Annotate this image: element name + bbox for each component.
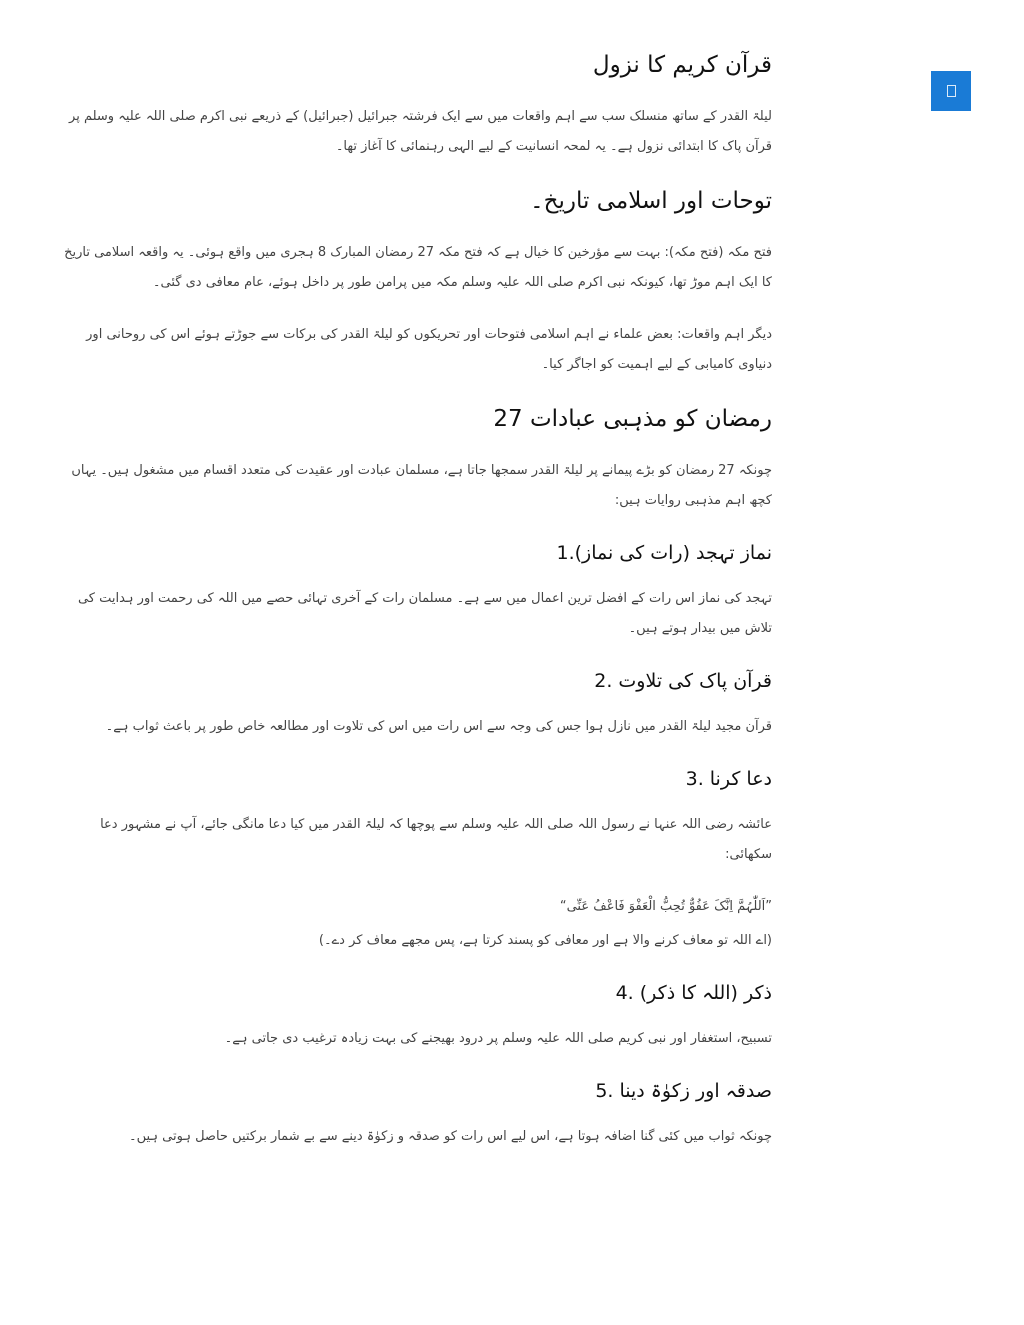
heading-religious-practices: رمضان کو مذہبی عبادات 27	[493, 406, 772, 432]
paragraph-tahajjud: تہجد کی نماز اس رات کے افضل ترین اعمال میں سے ہے۔ مسلمان رات کے آخری تہائی حصے میں اللہ کی رحمت اور ہدایت کی تلاش میں بیدار ہوتے ہیں۔	[77, 591, 772, 636]
paragraph-other-events: دیگر اہم واقعات: بعض علماء نے اہم اسلامی فتوحات اور تحریکوں کو لیلۃ القدر کی برکات سے جوڑتے ہوئے اس کی روحانی اور دنیاوی کامیابی کے لیے اہمیت کو اجاگر کیا۔	[86, 327, 772, 372]
paragraph-dua-intro: عائشہ رضی اللہ عنہا نے رسول اللہ صلی اللہ علیہ وسلم سے پوچھا کہ لیلۃ القدر میں کیا دعا مانگی جائے، آپ نے مشہور دعا سکھائی:	[100, 817, 772, 862]
heading-quran-revelation: قرآن کریم کا نزول	[592, 52, 772, 78]
paragraph-quran-revelation: لیلۃ القدر کے ساتھ منسلک سب سے اہم واقعات میں سے ایک فرشتہ جبرائیل (جبرائیل) کے ذریعے نبی اکرم صلی اللہ علیہ وسلم پر قرآن پاک کا ابتدائی نزول ہے۔ یہ لمحہ انسانیت کے لیے الہی رہنمائی کا آغاز تھا۔	[69, 109, 772, 154]
subheading-dua: دعا کرنا .3	[685, 768, 772, 790]
side-menu-button[interactable]	[931, 71, 971, 111]
paragraph-dhikr: تسبیح، استغفار اور نبی کریم صلی اللہ علیہ وسلم پر درود بھیجنے کی بہت زیادہ ترغیب دی جاتی ہے۔	[224, 1031, 772, 1046]
paragraph-conquest-of-makkah: فتح مکہ (فتح مکہ): بہت سے مؤرخین کا خیال ہے کہ فتح مکہ 27 رمضان المبارک 8 ہجری میں واقع ہوئی۔ یہ واقعہ اسلامی تاریخ کا ایک اہم موڑ تھا، کیونکہ نبی اکرم صلی اللہ علیہ وسلم مکہ میں پرامن طور پر داخل ہوئے، عام معافی دی گئی۔	[64, 245, 772, 290]
dua-arabic-text: ”اَللّٰہُمَّ اِنَّکَ عَفُوٌّ تُحِبُّ الْعَفْوَ فَاعْفُ عَنِّی“	[559, 899, 772, 914]
subheading-quran-recitation: قرآن پاک کی تلاوت .2	[594, 670, 772, 692]
paragraph-quran-recitation: قرآن مجید لیلۃ القدر میں نازل ہوا جس کی وجہ سے اس رات میں اس کی تلاوت اور مطالعہ خاص طور پر باعث ثواب ہے۔	[105, 719, 772, 734]
subheading-tahajjud: نماز تہجد (رات کی نماز).1	[556, 542, 772, 564]
paragraph-religious-practices-intro: چونکہ 27 رمضان کو بڑے پیمانے پر لیلۃ القدر سمجھا جاتا ہے، مسلمان عبادت اور عقیدت کی متعدد اقسام میں مشغول ہیں۔ یہاں کچھ اہم مذہبی روایات ہیں:	[71, 463, 772, 508]
dua-translation: (اے اللہ تو معاف کرنے والا ہے اور معافی کو پسند کرتا ہے، پس مجھے معاف کر دے۔)	[318, 933, 772, 948]
heading-conquests-history: توحات اور اسلامی تاریخ۔	[530, 188, 772, 214]
paragraph-charity: چونکہ ثواب میں کئی گنا اضافہ ہوتا ہے، اس لیے اس رات کو صدقہ و زکوٰۃ دینے سے بے شمار برکتیں حاصل ہوتی ہیں۔	[128, 1129, 772, 1144]
subheading-charity: صدقہ اور زکوٰۃ دینا .5	[595, 1080, 772, 1102]
square-glyph-icon	[947, 85, 956, 97]
article-body	[60, 40, 772, 1174]
subheading-dhikr: ذکر (اللہ کا ذکر) .4	[615, 982, 772, 1004]
